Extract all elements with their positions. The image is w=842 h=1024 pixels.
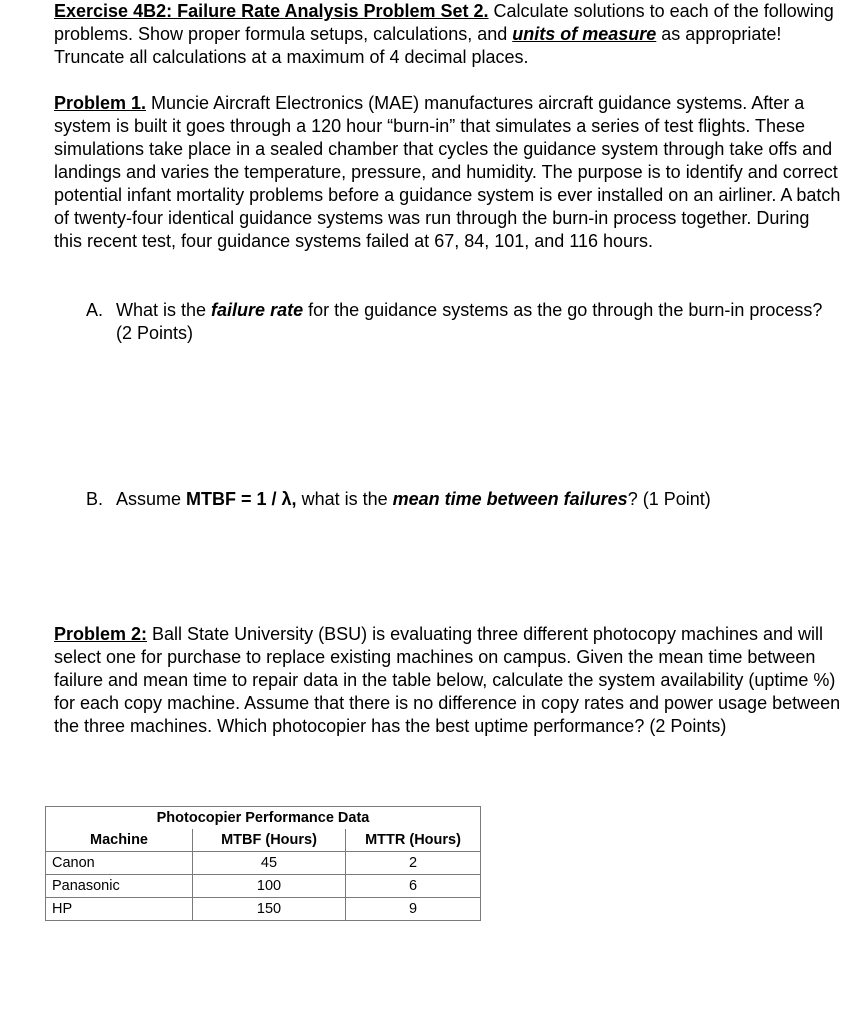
question-b-emph: mean time between failures: [392, 489, 628, 509]
problem-1-label: Problem 1.: [54, 93, 147, 113]
problem-2: [54, 623, 842, 738]
header-mttr: MTTR (Hours): [346, 829, 481, 852]
cell-mttr: 9: [346, 898, 481, 921]
question-b-text-a: Assume: [116, 489, 187, 509]
problem-1: [54, 92, 842, 253]
question-a-text: [116, 299, 826, 345]
exercise-intro: [54, 0, 842, 69]
photocopier-performance-table: [45, 806, 481, 921]
table-header-row: [46, 829, 481, 852]
question-a-text-a: What is the: [116, 300, 212, 320]
question-a: [86, 299, 826, 345]
table-title-row: [46, 807, 481, 830]
question-b-text-c: ? (1 Point): [627, 489, 711, 509]
exercise-heading: Exercise 4B2: Failure Rate Analysis Problem Set 2.: [54, 1, 489, 21]
problem-2-text: Ball State University (BSU) is evaluating three different photocopy machines and will select one for purchase to replace existing machines on campus. Given the mean time between failure and mean time to repair data in the table below, calculate the system availability (uptime %) for each copy machine. Assume that there is no difference in copy rates and power usage between the three machines. Which photocopier has the best uptime performance? (2 Points): [54, 624, 841, 736]
intro-units-of-measure: units of measure: [512, 24, 657, 44]
table-row: [46, 875, 481, 898]
table-row: [46, 852, 481, 875]
table-title: Photocopier Performance Data: [46, 807, 481, 830]
question-a-label: A.: [86, 300, 104, 320]
question-a-text-b: for the guidance systems as the go through the burn-in process? (2 Points): [116, 300, 823, 343]
problem-2-label: Problem 2:: [54, 624, 148, 644]
cell-mttr: 6: [346, 875, 481, 898]
header-machine: Machine: [46, 829, 193, 852]
header-mtbf: MTBF (Hours): [193, 829, 346, 852]
cell-machine: Panasonic: [46, 875, 193, 898]
cell-mtbf: 150: [193, 898, 346, 921]
cell-machine: Canon: [46, 852, 193, 875]
cell-mtbf: 100: [193, 875, 346, 898]
cell-mtbf: 45: [193, 852, 346, 875]
question-b-text: [116, 488, 826, 511]
question-b-text-b: what is the: [296, 489, 393, 509]
table-row: [46, 898, 481, 921]
cell-mttr: 2: [346, 852, 481, 875]
intro-text-b: as appropriate! Truncate all calculations at a maximum of 4 decimal places.: [54, 24, 782, 67]
problem-1-text: Muncie Aircraft Electronics (MAE) manufactures aircraft guidance systems. After a system is built it goes through a 120 hour “burn-in” that simulates a series of test flights. These simulations take place in a sealed chamber that cycles the guidance system through take offs and landings and varies the temperature, pressure, and humidity. The purpose is to identify and correct potential infant mortality problems before a guidance system is ever installed on an airliner. A batch of twenty-four identical guidance systems was run through the burn-in process together. During this recent test, four guidance systems failed at 67, 84, 101, and 116 hours.: [54, 93, 841, 251]
question-b-formula: MTBF = 1 / λ,: [186, 489, 297, 509]
intro-text-a: Calculate solutions to each of the following problems. Show proper formula setups, calculations, and: [54, 1, 834, 44]
question-b-label: B.: [86, 489, 104, 509]
question-a-emph: failure rate: [211, 300, 304, 320]
question-b: [86, 488, 826, 511]
cell-machine: HP: [46, 898, 193, 921]
